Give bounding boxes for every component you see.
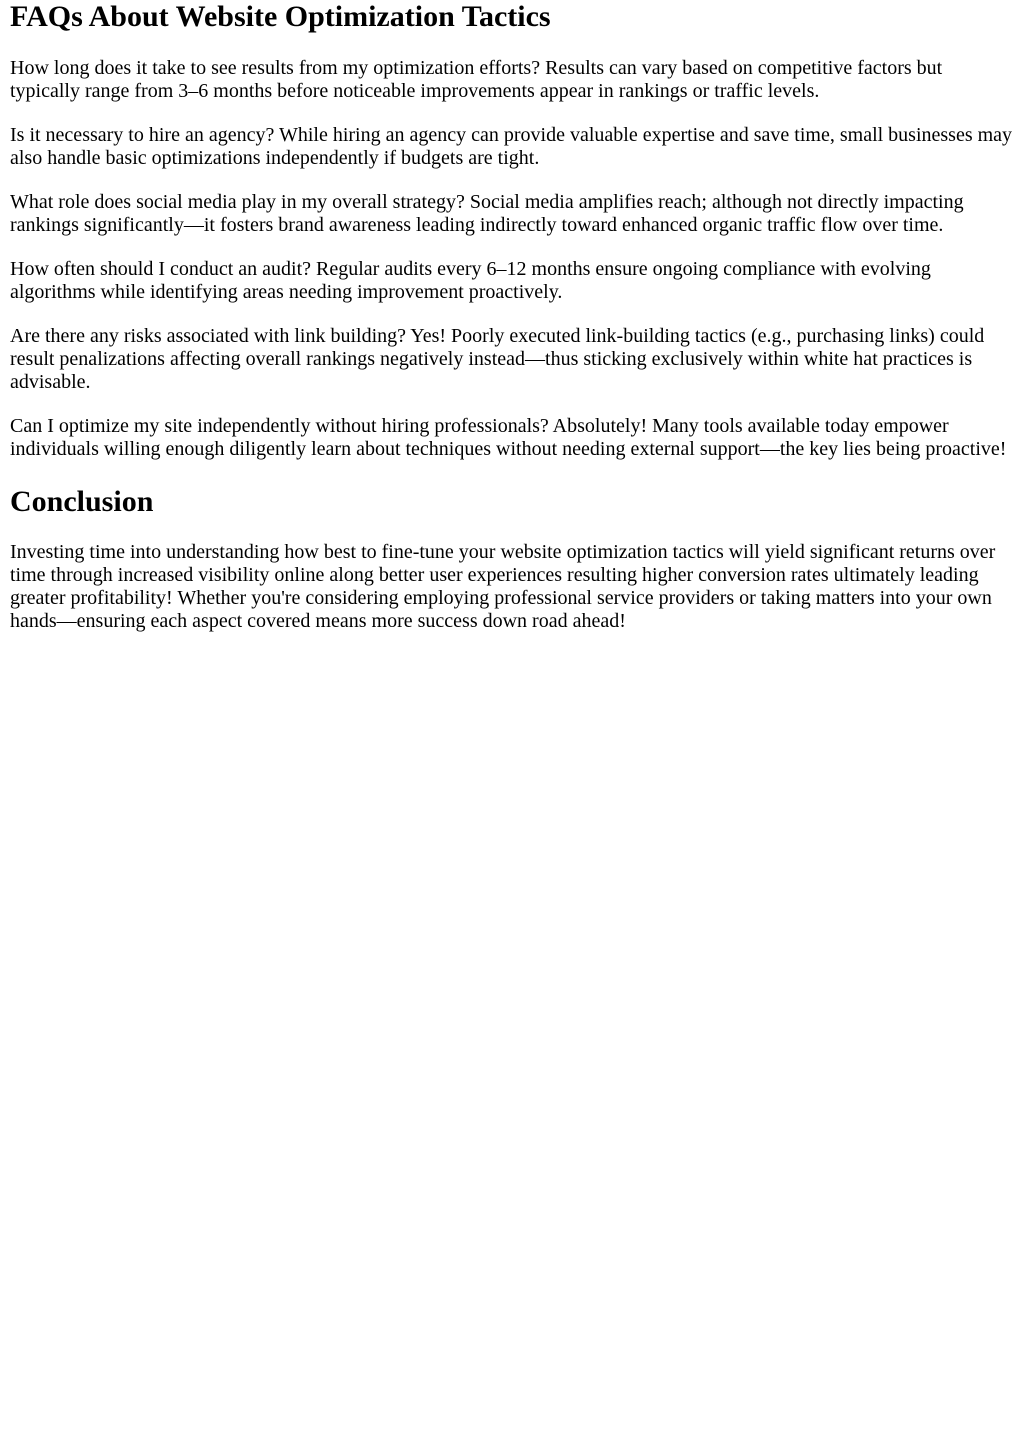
faq-item-optimize-independently: Can I optimize my site independently without hiring professionals? Absolutely! Many tools available today empower individuals willing enough diligently learn about techniques without needing external support—the key lies being proactive! [10,415,1007,460]
faq-item-link-building-risks: Are there any risks associated with link building? Yes! Poorly executed link-building tactics (e.g., purchasing links) could result penalizations affecting overall rankings negatively instead—thus sticking exclusively within white hat practices is advisable. [10,325,985,393]
faq-heading: FAQs About Website Optimization Tactics [10,0,551,33]
faq-item-social-media: What role does social media play in my overall strategy? Social media amplifies reach; although not directly impacting rankings significantly—it fosters brand awareness leading indirectly toward enhanced organic traffic flow over time. [10,191,964,236]
faq-item-audit-frequency: How often should I conduct an audit? Regular audits every 6–12 months ensure ongoing compliance with evolving algorithms while identifying areas needing improvement proactively. [10,258,931,303]
conclusion-heading: Conclusion [10,485,154,518]
conclusion-paragraph: Investing time into understanding how best to fine-tune your website optimization tactics will yield significant returns over time through increased visibility online along better user experiences resulting higher conversion rates ultimately leading greater profitability! Whether you're considering employing professional service providers or taking matters into your own hands—ensuring each aspect covered means more success down road ahead! [10,541,996,632]
faq-item-results-timeline: How long does it take to see results from my optimization efforts? Results can vary based on competitive factors but typically range from 3–6 months before noticeable improvements appear in rankings or traffic levels. [10,57,943,102]
faq-item-hire-agency: Is it necessary to hire an agency? While hiring an agency can provide valuable expertise and save time, small businesses may also handle basic optimizations independently if budgets are tight. [10,124,1013,169]
